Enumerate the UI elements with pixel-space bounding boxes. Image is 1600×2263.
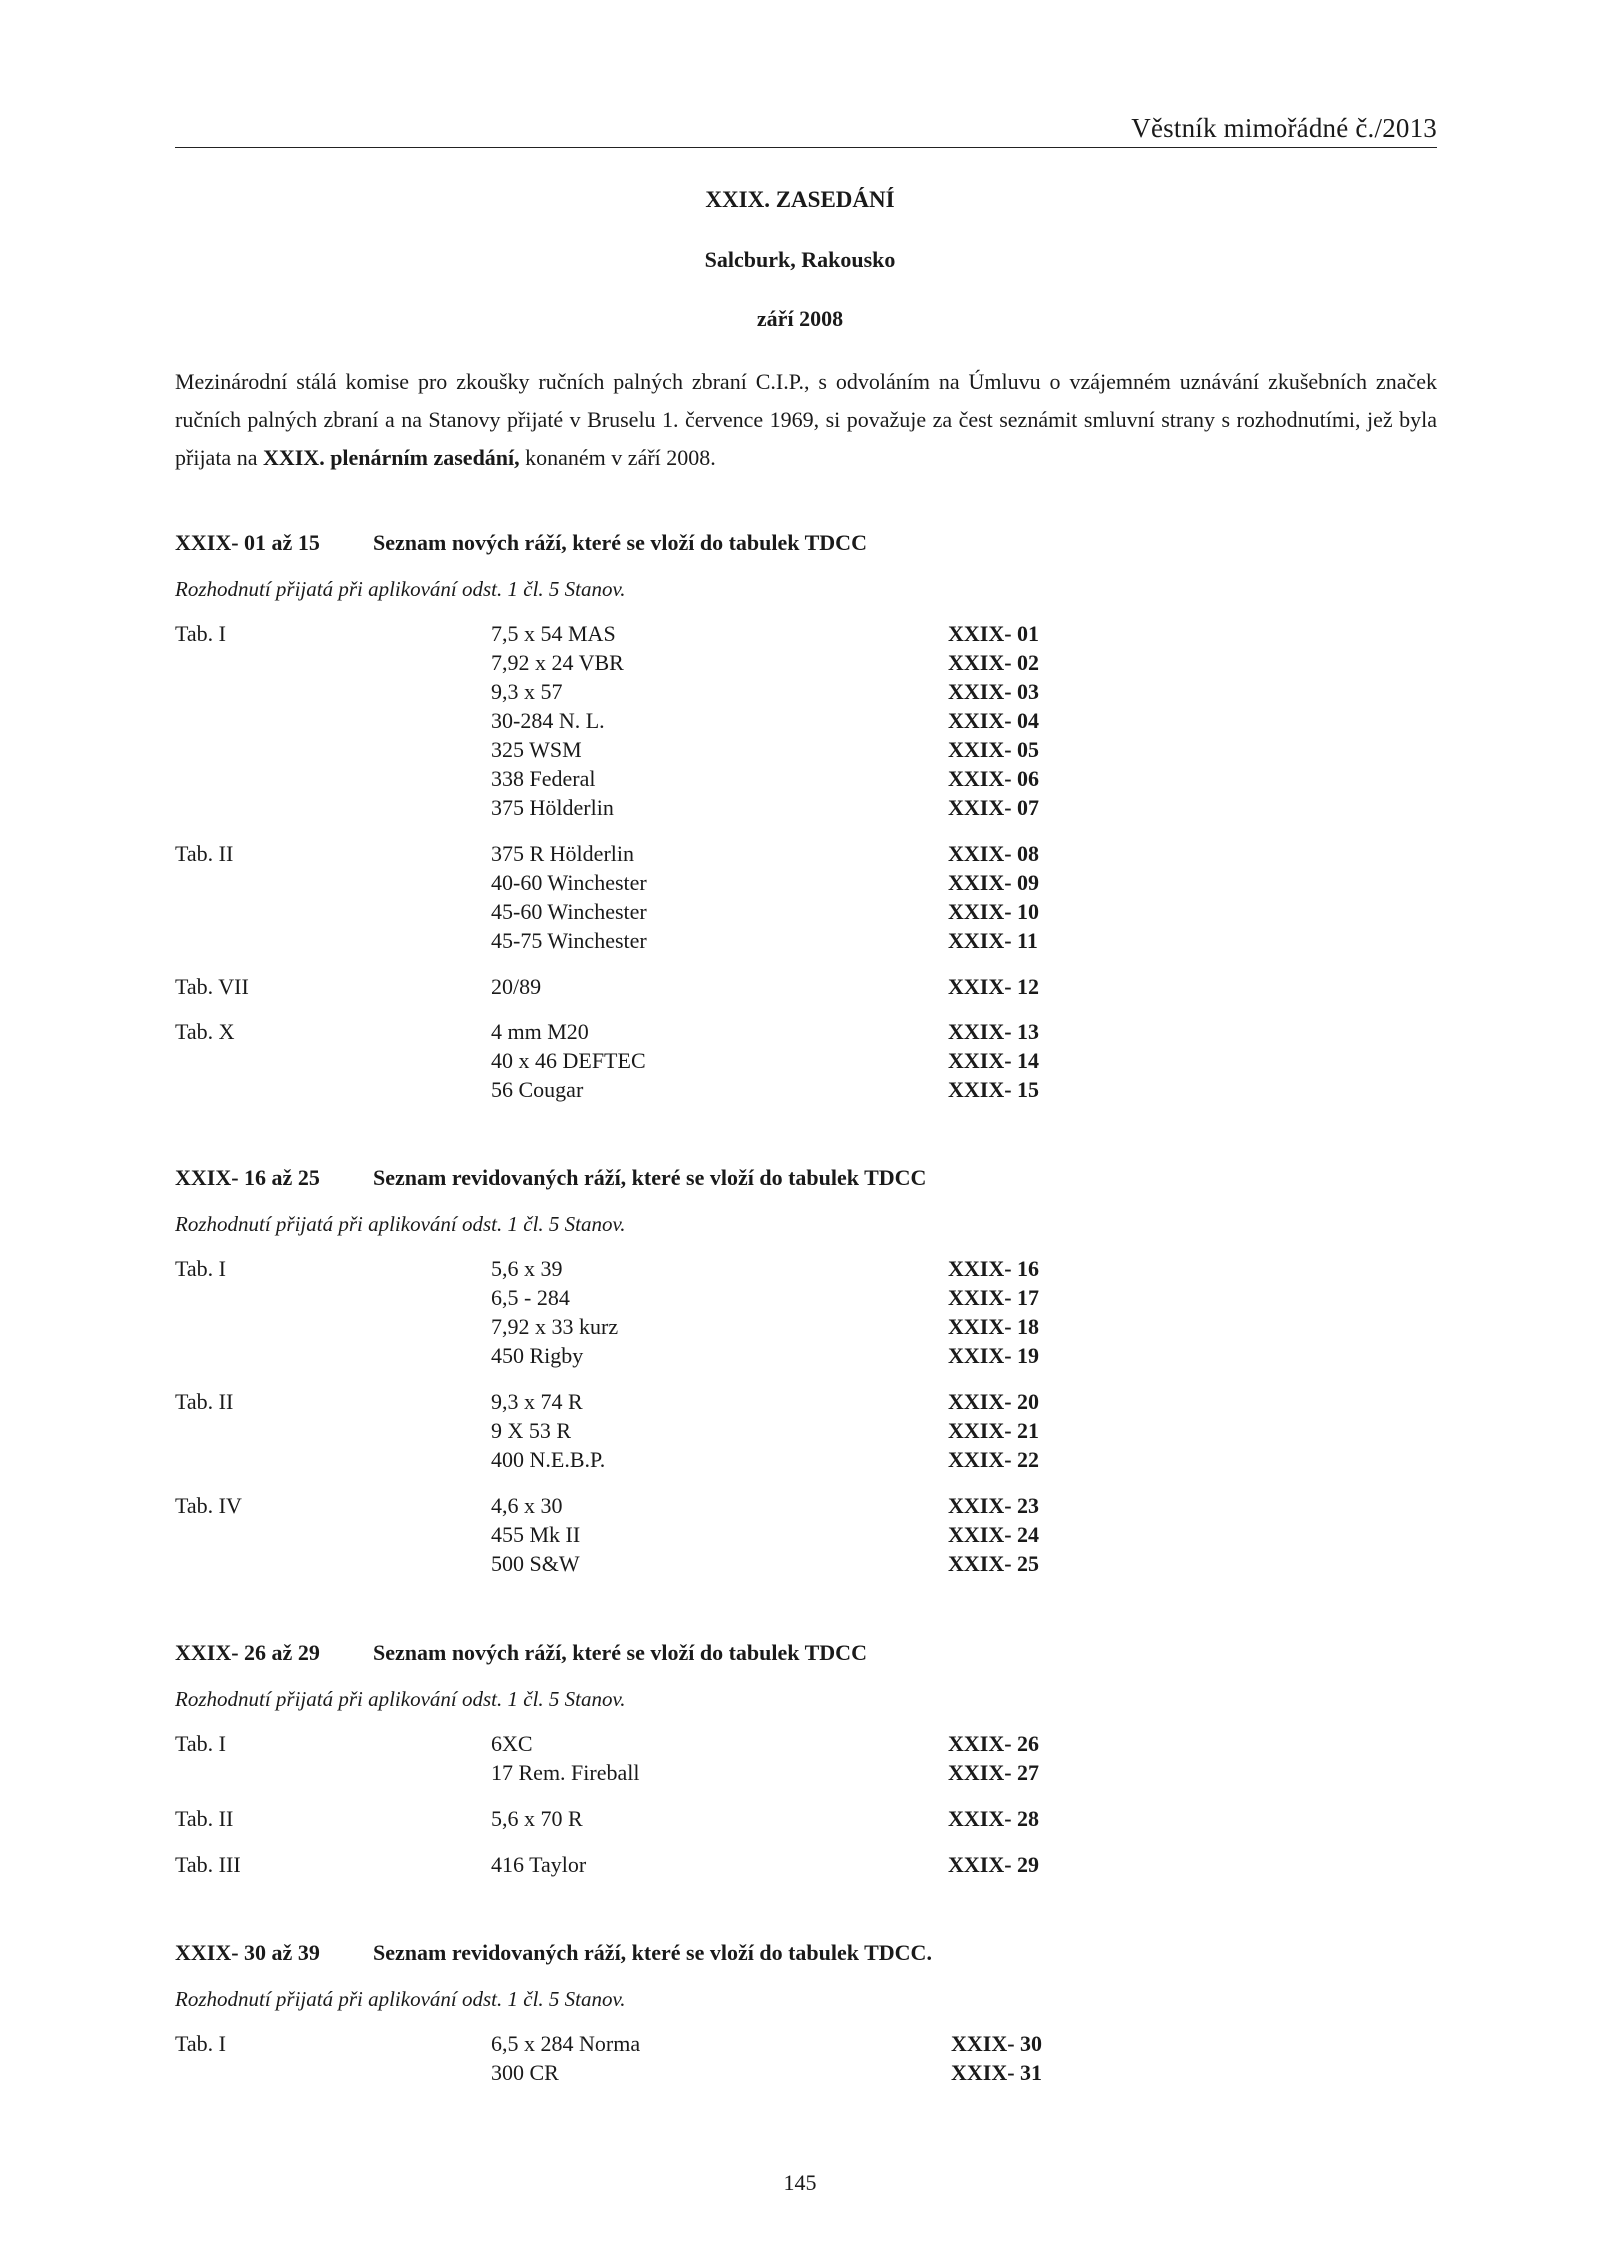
- calibre-cell: 30-284 N. L.: [491, 708, 605, 733]
- table-row: [175, 1343, 1437, 1372]
- table-row: [175, 1731, 1437, 1760]
- table-row: [175, 2060, 1437, 2089]
- intro-bold-text: XXIX. plenárním zasedání,: [262, 445, 520, 470]
- table-row: [175, 1806, 1437, 1835]
- decision-code: XXIX- 06: [948, 766, 1040, 791]
- table-row: [175, 870, 1437, 899]
- decision-code: XXIX- 10: [948, 899, 1040, 924]
- decision-code: XXIX- 20: [948, 1389, 1040, 1414]
- decision-code: XXIX- 27: [948, 1760, 1040, 1785]
- tab-label: Tab. VII: [175, 974, 249, 999]
- table-group: [175, 621, 1437, 824]
- calibre-cell: 500 S&W: [491, 1551, 580, 1576]
- tab-label: Tab. I: [175, 621, 226, 646]
- calibre-cell: 300 CR: [491, 2060, 559, 2085]
- table-row: [175, 621, 1437, 650]
- decision-code: XXIX- 25: [948, 1551, 1040, 1576]
- location-line: Salcburk, Rakousko: [704, 247, 896, 272]
- table-group: [175, 1019, 1437, 1106]
- table-row: [175, 795, 1437, 824]
- decision-code: XXIX- 17: [948, 1285, 1040, 1310]
- decision-code: XXIX- 30: [951, 2031, 1043, 2056]
- table-row: [175, 1314, 1437, 1343]
- calibre-cell: 455 Mk II: [491, 1522, 581, 1547]
- decision-code: XXIX- 03: [948, 679, 1040, 704]
- table-group: [175, 1493, 1437, 1580]
- page-number: 145: [783, 2170, 817, 2195]
- tab-label: Tab. X: [175, 1019, 235, 1044]
- calibre-cell: 4,6 x 30: [491, 1493, 563, 1518]
- table-row: [175, 1852, 1437, 1881]
- decision-code: XXIX- 24: [948, 1522, 1040, 1547]
- calibre-cell: 5,6 x 39: [491, 1256, 563, 1281]
- table-row: [175, 1285, 1437, 1314]
- tab-label: Tab. II: [175, 841, 234, 866]
- section-heading: [175, 530, 1437, 560]
- calibre-cell: 325 WSM: [491, 737, 582, 762]
- tab-label: Tab. II: [175, 1806, 234, 1831]
- decision-code: XXIX- 29: [948, 1852, 1040, 1877]
- table-row: [175, 974, 1437, 1003]
- table-row: [175, 928, 1437, 957]
- section-title: Seznam revidovaných ráží, které se vloží do tabulek TDCC: [373, 1165, 927, 1190]
- section-code: XXIX- 30 až 39: [175, 1940, 320, 1965]
- calibre-cell: 5,6 x 70 R: [491, 1806, 583, 1831]
- table-row: [175, 1418, 1437, 1447]
- table-group: [175, 2031, 1437, 2089]
- table-row: [175, 708, 1437, 737]
- table-row: [175, 1256, 1437, 1285]
- section-note: Rozhodnutí přijatá při aplikování odst. 1 čl. 5 Stanov.: [175, 1212, 626, 1236]
- calibre-cell: 45-60 Winchester: [491, 899, 647, 924]
- calibre-cell: 17 Rem. Fireball: [491, 1760, 640, 1785]
- calibre-cell: 375 Hölderlin: [491, 795, 614, 820]
- decision-code: XXIX- 01: [948, 621, 1040, 646]
- section-title: Seznam nových ráží, které se vloží do tabulek TDCC: [373, 1640, 867, 1665]
- calibre-cell: 6XC: [491, 1731, 533, 1756]
- calibre-cell: 400 N.E.B.P.: [491, 1447, 606, 1472]
- section-note: Rozhodnutí přijatá při aplikování odst. 1 čl. 5 Stanov.: [175, 577, 626, 601]
- table-row: [175, 1389, 1437, 1418]
- table-group: [175, 841, 1437, 957]
- tab-label: Tab. II: [175, 1389, 234, 1414]
- decision-code: XXIX- 05: [948, 737, 1040, 762]
- section-title: Seznam nových ráží, které se vloží do tabulek TDCC: [373, 530, 867, 555]
- decision-code: XXIX- 12: [948, 974, 1040, 999]
- table-group: [175, 1806, 1437, 1835]
- section-new-calibres-2: [175, 1640, 1437, 1877]
- intro-paragraph: [175, 363, 1437, 477]
- calibre-cell: 45-75 Winchester: [491, 928, 647, 953]
- table-row: [175, 1493, 1437, 1522]
- decision-code: XXIX- 26: [948, 1731, 1040, 1756]
- calibre-cell: 20/89: [491, 974, 542, 999]
- section-note: Rozhodnutí přijatá při aplikování odst. 1 čl. 5 Stanov.: [175, 1987, 626, 2011]
- table-row: [175, 650, 1437, 679]
- calibre-cell: 9 X 53 R: [491, 1418, 572, 1443]
- header-text: Věstník mimořádné č./2013: [1131, 113, 1437, 143]
- table-row: [175, 899, 1437, 928]
- calibre-cell: 9,3 x 74 R: [491, 1389, 583, 1414]
- section-note: Rozhodnutí přijatá při aplikování odst. 1 čl. 5 Stanov.: [175, 1687, 626, 1711]
- decision-code: XXIX- 31: [951, 2060, 1043, 2085]
- decision-code: XXIX- 15: [948, 1077, 1040, 1102]
- calibre-cell: 7,5 x 54 MAS: [491, 621, 616, 646]
- tab-label: Tab. I: [175, 2031, 226, 2056]
- table-row: [175, 679, 1437, 708]
- section-code: XXIX- 16 až 25: [175, 1165, 320, 1190]
- decision-code: XXIX- 16: [948, 1256, 1040, 1281]
- calibre-cell: 9,3 x 57: [491, 679, 563, 704]
- decision-code: XXIX- 04: [948, 708, 1040, 733]
- table-group: [175, 1852, 1437, 1881]
- table-row: [175, 1077, 1437, 1106]
- tab-label: Tab. IV: [175, 1493, 242, 1518]
- calibre-cell: 56 Cougar: [491, 1077, 584, 1102]
- section-new-calibres-1: [175, 530, 1437, 1102]
- decision-code: XXIX- 22: [948, 1447, 1040, 1472]
- intro-text: Mezinárodní stálá komise pro zkoušky ručních palných zbraní C.I.P., s odvoláním na Úmluvu o vzájemném uznávání zkušebních značek ručních palných zbraní a na Stanovy přijaté v Bruselu 1. července 1969, si považuje za čest seznámit smluvní strany s rozhodnutími, jež byla přijata na: [175, 369, 1437, 470]
- section-heading: [175, 1940, 1437, 1970]
- table-row: [175, 1760, 1437, 1789]
- table-group: [175, 1731, 1437, 1789]
- running-header: [175, 113, 1437, 148]
- table-row: [175, 1019, 1437, 1048]
- table-row: [175, 1551, 1437, 1580]
- decision-code: XXIX- 08: [948, 841, 1040, 866]
- calibre-cell: 4 mm M20: [491, 1019, 589, 1044]
- section-heading: [175, 1640, 1437, 1670]
- calibre-cell: 450 Rigby: [491, 1343, 584, 1368]
- decision-code: XXIX- 18: [948, 1314, 1040, 1339]
- date-line: září 2008: [756, 306, 844, 331]
- decision-code: XXIX- 07: [948, 795, 1040, 820]
- table-row: [175, 2031, 1437, 2060]
- tab-label: Tab. III: [175, 1852, 241, 1877]
- table-row: [175, 841, 1437, 870]
- table-row: [175, 1522, 1437, 1551]
- decision-code: XXIX- 14: [948, 1048, 1040, 1073]
- table-row: [175, 1447, 1437, 1476]
- section-title: Seznam revidovaných ráží, které se vloží do tabulek TDCC.: [373, 1940, 932, 1965]
- decision-code: XXIX- 23: [948, 1493, 1040, 1518]
- decision-code: XXIX- 09: [948, 870, 1040, 895]
- decision-code: XXIX- 19: [948, 1343, 1040, 1368]
- intro-text-end: konaném v září 2008.: [519, 445, 716, 470]
- calibre-cell: 375 R Hölderlin: [491, 841, 634, 866]
- calibre-cell: 40 x 46 DEFTEC: [491, 1048, 646, 1073]
- section-code: XXIX- 01 až 15: [175, 530, 320, 555]
- decision-code: XXIX- 28: [948, 1806, 1040, 1831]
- table-row: [175, 737, 1437, 766]
- section-revised-calibres-2: [175, 1940, 1437, 2085]
- decision-code: XXIX- 21: [948, 1418, 1040, 1443]
- calibre-cell: 40-60 Winchester: [491, 870, 647, 895]
- calibre-cell: 338 Federal: [491, 766, 596, 791]
- table-row: [175, 766, 1437, 795]
- decision-code: XXIX- 11: [948, 928, 1038, 953]
- calibre-cell: 416 Taylor: [491, 1852, 587, 1877]
- tab-label: Tab. I: [175, 1731, 226, 1756]
- calibre-cell: 7,92 x 24 VBR: [491, 650, 624, 675]
- section-heading: [175, 1165, 1437, 1195]
- section-code: XXIX- 26 až 29: [175, 1640, 320, 1665]
- page-title: XXIX. ZASEDÁNÍ: [705, 187, 895, 212]
- table-group: [175, 974, 1437, 1003]
- decision-code: XXIX- 02: [948, 650, 1040, 675]
- table-group: [175, 1256, 1437, 1372]
- decision-code: XXIX- 13: [948, 1019, 1040, 1044]
- table-row: [175, 1048, 1437, 1077]
- calibre-cell: 7,92 x 33 kurz: [491, 1314, 619, 1339]
- table-group: [175, 1389, 1437, 1476]
- calibre-cell: 6,5 - 284: [491, 1285, 570, 1310]
- calibre-cell: 6,5 x 284 Norma: [491, 2031, 641, 2056]
- tab-label: Tab. I: [175, 1256, 226, 1281]
- section-revised-calibres-1: [175, 1165, 1437, 1576]
